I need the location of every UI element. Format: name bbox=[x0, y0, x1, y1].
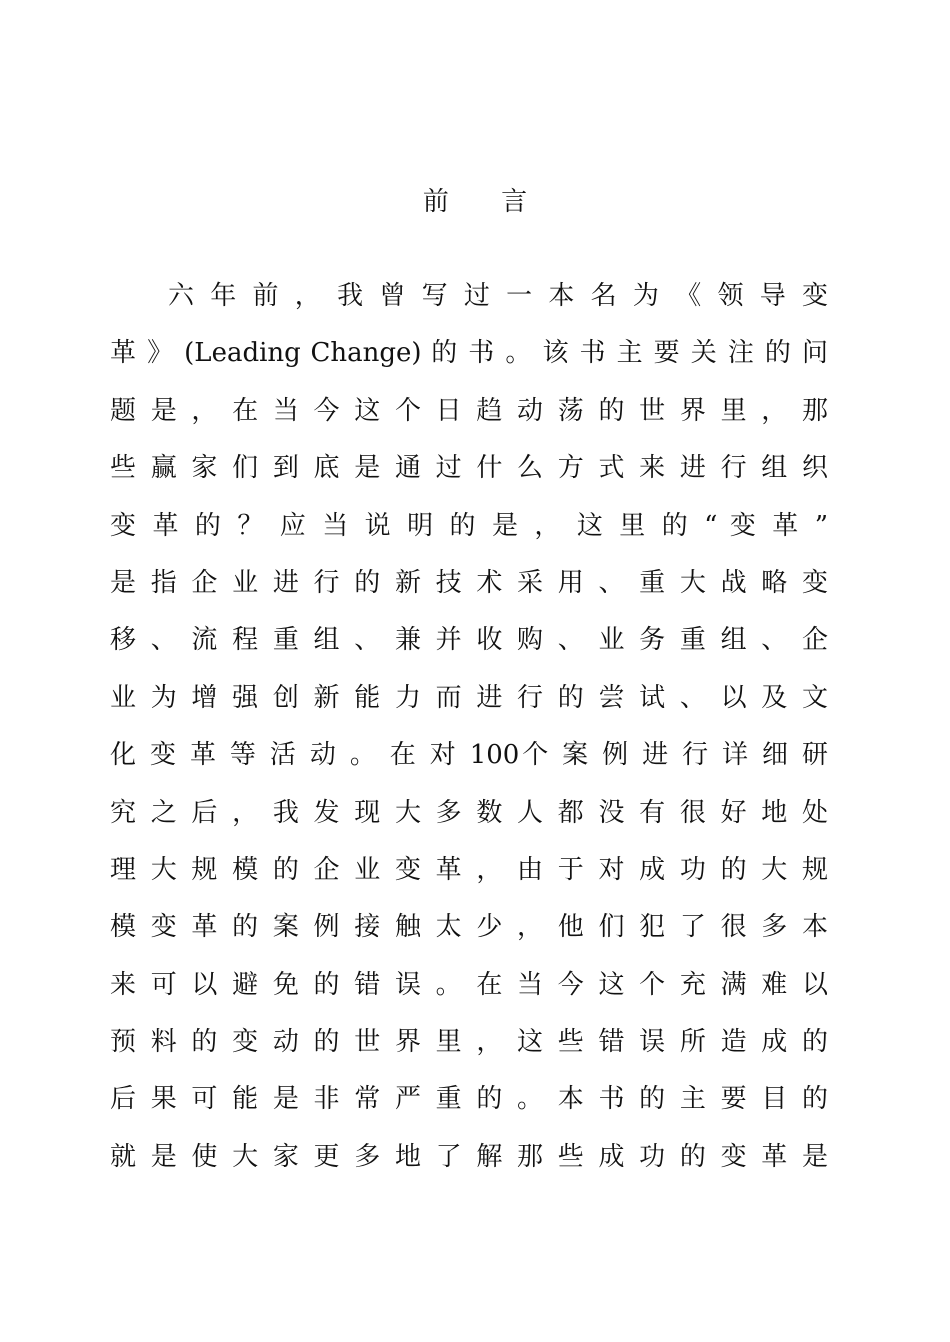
paragraph-line: 来 可 以 避 免 的 错 误 。 在 当 今 这 个 充 满 难 以 bbox=[110, 969, 828, 1000]
paragraph-line: 移 、 流 程 重 组 、 兼 并 收 购 、 业 务 重 组 、 企 bbox=[110, 625, 828, 656]
paragraph-line: 模 变 革 的 案 例 接 触 太 少 ， 他 们 犯 了 很 多 本 bbox=[110, 912, 828, 943]
paragraph-line: 究 之 后 ， 我 发 现 大 多 数 人 都 没 有 很 好 地 处 bbox=[110, 797, 828, 828]
page-title: 前 言 bbox=[422, 187, 550, 217]
paragraph-line: 些 赢 家 们 到 底 是 通 过 什 么 方 式 来 进 行 组 织 bbox=[110, 453, 828, 484]
paragraph-line: 后 果 可 能 是 非 常 严 重 的 。 本 书 的 主 要 目 的 bbox=[110, 1084, 828, 1115]
paragraph-line: 是 指 企 业 进 行 的 新 技 术 采 用 、 重 大 战 略 变 bbox=[110, 567, 828, 598]
paragraph-line: 理 大 规 模 的 企 业 变 革 ， 由 于 对 成 功 的 大 规 bbox=[110, 854, 828, 885]
paragraph-line: 业 为 增 强 创 新 能 力 而 进 行 的 尝 试 、 以 及 文 bbox=[110, 682, 828, 713]
paragraph-line: 题 是 ， 在 当 今 这 个 日 趋 动 荡 的 世 界 里 ， 那 bbox=[110, 395, 828, 426]
paragraph-line: 化 变 革 等 活 动 。 在 对 100个 案 例 进 行 详 细 研 bbox=[110, 740, 828, 771]
paragraph-line: 六 年 前 ， 我 曾 写 过 一 本 名 为 《 领 导 变 bbox=[168, 281, 828, 311]
paragraph-line: 变 革 的 ？ 应 当 说 明 的 是 ， 这 里 的 “ 变 革 ” bbox=[110, 510, 828, 541]
paragraph-line: 革 》 (Leading Change) 的 书 。 该 书 主 要 关 注 的 问 bbox=[110, 338, 828, 369]
paragraph-line: 就 是 使 大 家 更 多 地 了 解 那 些 成 功 的 变 革 是 bbox=[110, 1141, 828, 1172]
paragraph-line: 预 料 的 变 动 的 世 界 里 ， 这 些 错 误 所 造 成 的 bbox=[110, 1027, 828, 1058]
body-paragraph bbox=[110, 268, 828, 1186]
